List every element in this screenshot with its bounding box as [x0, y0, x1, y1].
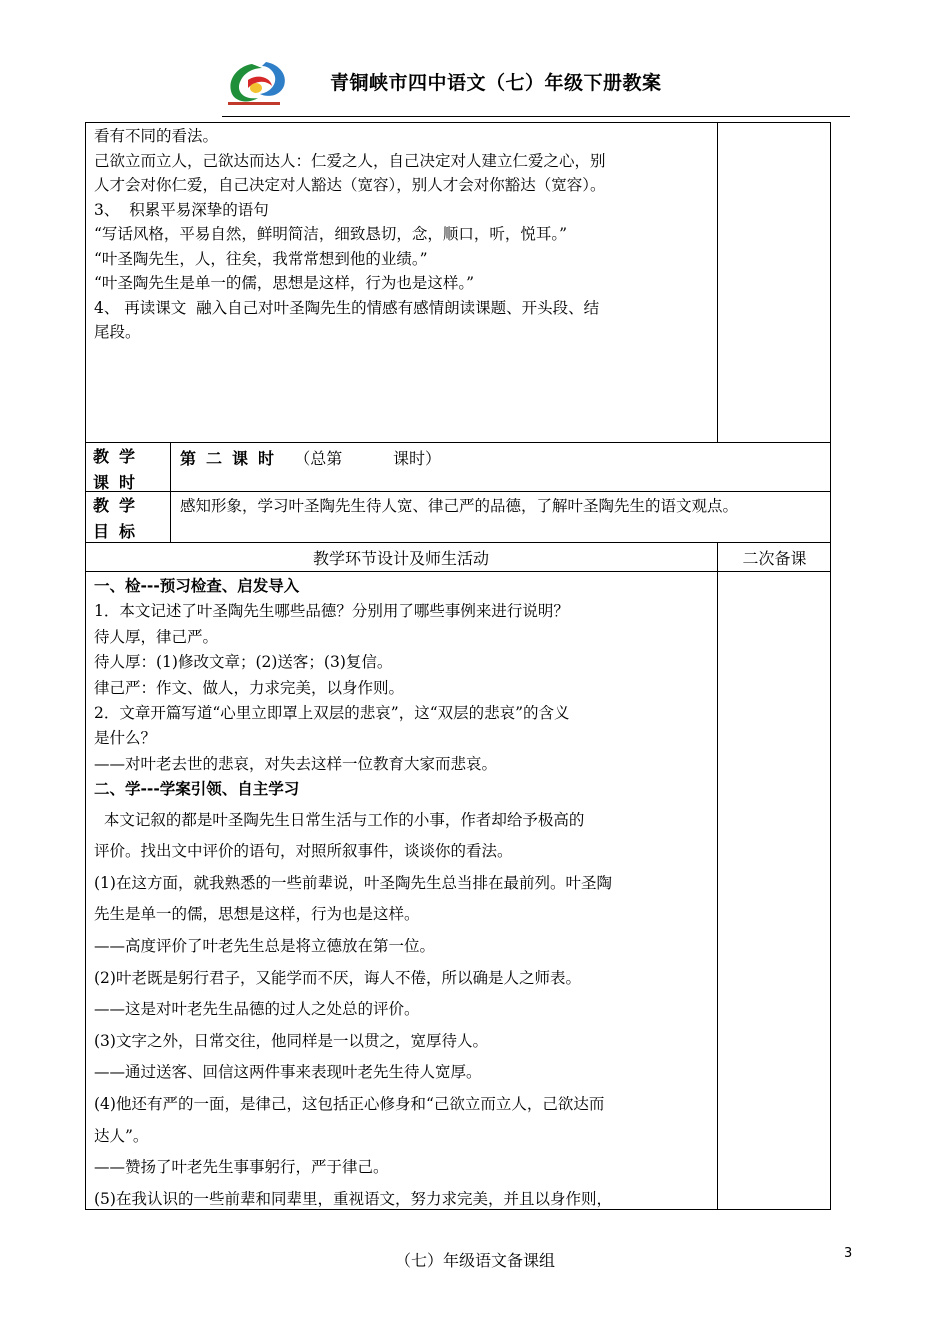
goal-text: 感知形象，学习叶圣陶先生待人宽、律己严的品德，了解叶圣陶先生的语文观点。	[180, 497, 739, 515]
text-line: 看有不同的看法。	[94, 127, 219, 145]
right-column-divider-top	[717, 122, 718, 442]
text-line: 己欲立而立人，己欲达而达人：仁爱之人，自己决定对人建立仁爱之心，别	[94, 151, 606, 170]
text-line: 3、 积累平易深挚的语句	[94, 200, 269, 219]
text-line: 1．本文记述了叶圣陶先生哪些品德？分别用了哪些事例来进行说明？	[94, 602, 569, 621]
text-line: “叶圣陶先生，人，往矣，我常常想到他的业绩。”	[94, 249, 428, 268]
text-line: 4、 再读课文 融入自己对叶圣陶先生的情感有感情朗读课题、开头段、结	[94, 298, 600, 317]
row-divider-2	[85, 491, 831, 492]
text-line: 达人”。	[94, 1126, 149, 1145]
row-divider-4	[85, 571, 831, 572]
text-line: ——对叶老去世的悲哀，对失去这样一位教育大家而悲哀。	[94, 754, 498, 773]
row-divider-3	[85, 542, 831, 543]
text-line: 2．文章开篇写道“心里立即罩上双层的悲哀”，这“双层的悲哀”的含义	[94, 704, 570, 723]
text-line: (4)他还有严的一面，是律己，这包括正心修身和“己欲立而立人，己欲达而	[94, 1095, 605, 1113]
text-line: 评价。找出文中评价的语句，对照所叙事件，谈谈你的看法。	[94, 842, 513, 861]
text-line: 待人厚：(1)修改文章；(2)送客；(3)复信。	[94, 653, 393, 672]
text-line: 律己严：作文、做人，力求完美，以身作则。	[94, 678, 405, 697]
school-logo-icon	[222, 58, 298, 110]
text-line: 是什么？	[94, 729, 157, 748]
main-content	[94, 574, 714, 1215]
text-line: “写话风格，平易自然，鲜明简洁，细致恳切，念，顺口，听，悦耳。”	[94, 225, 568, 243]
right-column-divider-bottom	[717, 542, 718, 1210]
header-rule	[222, 116, 850, 117]
text-line: 先生是单一的儒，思想是这样，行为也是这样。	[94, 905, 420, 924]
text-line: ——高度评价了叶老先生总是将立德放在第一位。	[94, 937, 436, 956]
text-line: 待人厚，律己严。	[94, 627, 219, 646]
text-line: 人才会对你仁爱，自己决定对人豁达（宽容），别人才会对你豁达（宽容）。	[94, 176, 606, 194]
section-title: 二、学---学案引领、自主学习	[94, 780, 300, 799]
text-line: ——这是对叶老先生品德的过人之处总的评价。	[94, 1000, 420, 1019]
text-line: (5)在我认识的一些前辈和同辈里，重视语文，努力求完美，并且以身作则，	[94, 1189, 612, 1208]
label-column-divider	[170, 442, 171, 542]
row-divider-1	[85, 442, 831, 443]
hour-label: 教学 课时	[93, 447, 146, 492]
text-line: ——赞扬了叶老先生事事躬行，严于律己。	[94, 1158, 389, 1177]
hour-value	[180, 446, 441, 469]
activities-column-heading: 教学环节设计及师生活动	[312, 549, 489, 568]
text-line: ——通过送客、回信这两件事来表现叶老先生待人宽厚。	[94, 1063, 482, 1082]
top-cell-content	[94, 124, 714, 345]
text-line: “叶圣陶先生是单一的儒，思想是这样，行为也是这样。”	[94, 274, 475, 292]
goal-label: 教学 目标	[93, 496, 146, 541]
second-prep-column-heading: 二次备课	[742, 549, 807, 568]
text-line: 本文记叙的都是叶圣陶先生日常生活与工作的小事，作者却给予极高的	[94, 810, 585, 829]
hour-number: 第二课时	[180, 449, 285, 468]
section-title: 一、检---预习检查、启发导入	[94, 577, 300, 595]
document-header-title: 青铜峡市四中语文（七）年级下册教案	[330, 72, 662, 94]
hour-total: （总第 课时）	[294, 449, 442, 468]
page-number: 3	[844, 1246, 853, 1261]
text-line: 尾段。	[94, 323, 141, 341]
text-line: (2)叶老既是躬行君子，又能学而不厌，诲人不倦，所以确是人之师表。	[94, 968, 581, 987]
text-line: (1)在这方面，就我熟悉的一些前辈说，叶圣陶先生总当排在最前列。叶圣陶	[94, 873, 612, 892]
footer-text: （七）年级语文备课组	[394, 1251, 555, 1270]
text-line: (3)文字之外，日常交往，他同样是一以贯之，宽厚待人。	[94, 1031, 488, 1050]
